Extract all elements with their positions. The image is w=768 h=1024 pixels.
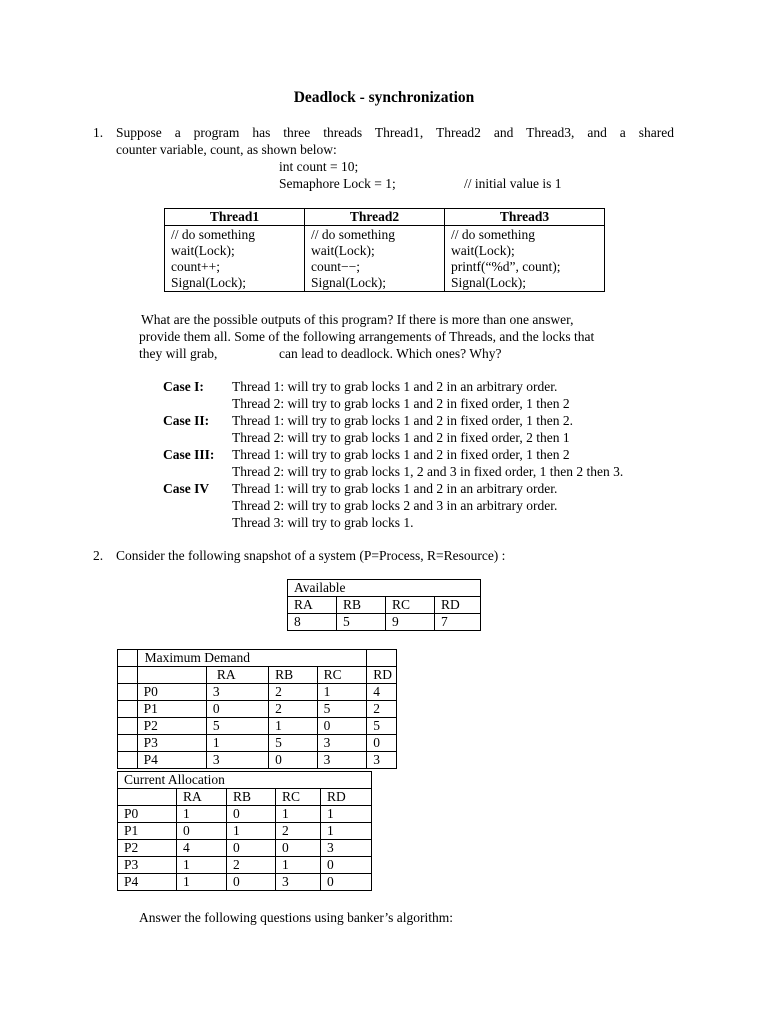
- column-header: RA: [288, 597, 337, 614]
- thread-table-header-row: [165, 209, 605, 226]
- table-row: [118, 789, 372, 806]
- code-line: // do something: [451, 227, 535, 242]
- column-header: RD: [435, 597, 481, 614]
- cell-value: 0: [269, 752, 317, 769]
- column-header: RB: [337, 597, 386, 614]
- spacer-cell: [118, 701, 138, 718]
- cell-value: 1: [321, 806, 372, 823]
- process-label: P0: [137, 684, 206, 701]
- code-line: Signal(Lock);: [451, 275, 526, 290]
- column-header: RB: [269, 667, 317, 684]
- column-header: RC: [276, 789, 321, 806]
- cell-value: 3: [206, 752, 268, 769]
- cell-value: 3: [206, 684, 268, 701]
- spacer-cell: [118, 718, 138, 735]
- column-header: RD: [367, 667, 397, 684]
- cell-value: 0: [227, 874, 276, 891]
- available-value: 9: [386, 614, 435, 631]
- case-line: Thread 2: will try to grab locks 2 and 3 in an arbitrary order.: [232, 498, 558, 513]
- table-row: [118, 752, 397, 769]
- table-row: [118, 701, 397, 718]
- case-line: Thread 1: will try to grab locks 1 and 2 in fixed order, 1 then 2: [232, 447, 570, 462]
- cell-value: 2: [367, 701, 397, 718]
- thread3-code: [445, 226, 605, 292]
- process-label: P2: [118, 840, 177, 857]
- process-label: P3: [137, 735, 206, 752]
- cell-value: 1: [317, 684, 367, 701]
- cell-value: 0: [367, 735, 397, 752]
- thread-header: Thread3: [445, 209, 605, 226]
- q2-footer: Answer the following questions using banker’s algorithm:: [139, 910, 453, 925]
- cell-value: 0: [317, 718, 367, 735]
- table-row: [118, 806, 372, 823]
- cell-value: 2: [269, 701, 317, 718]
- current-allocation-title: Current Allocation: [118, 772, 372, 789]
- q2-intro: Consider the following snapshot of a system (P=Process, R=Resource) :: [116, 548, 506, 563]
- code-line: count−−;: [311, 259, 360, 274]
- process-label: P1: [137, 701, 206, 718]
- code-line: Signal(Lock);: [171, 275, 246, 290]
- spacer-cell: [367, 650, 397, 667]
- cell-value: 4: [177, 840, 227, 857]
- cell-value: 3: [367, 752, 397, 769]
- cell-value: 0: [227, 806, 276, 823]
- code-line: // do something: [171, 227, 255, 242]
- case-line: Thread 3: will try to grab locks 1.: [232, 515, 414, 530]
- table-row: [118, 718, 397, 735]
- cell-value: 1: [227, 823, 276, 840]
- current-allocation-table: [117, 771, 372, 891]
- table-row: [118, 823, 372, 840]
- code-line: wait(Lock);: [451, 243, 515, 258]
- column-header: RD: [321, 789, 372, 806]
- cell-value: 1: [276, 857, 321, 874]
- cell-value: 2: [276, 823, 321, 840]
- table-row: [118, 735, 397, 752]
- spacer-cell: [118, 752, 138, 769]
- cell-value: 1: [276, 806, 321, 823]
- cell-value: 2: [269, 684, 317, 701]
- q2-number: 2.: [93, 548, 104, 563]
- code-comment: // initial value is 1: [464, 176, 562, 191]
- cell-value: 1: [321, 823, 372, 840]
- question-line3b: can lead to deadlock. Which ones? Why?: [279, 346, 502, 361]
- spacer-cell: [118, 735, 138, 752]
- process-label: P3: [118, 857, 177, 874]
- question-line3a: they will grab,: [139, 346, 218, 361]
- process-label: P4: [137, 752, 206, 769]
- row-label-cell: [137, 667, 206, 684]
- case-line: Thread 2: will try to grab locks 1, 2 and 3 in fixed order, 1 then 2 then 3.: [232, 464, 624, 479]
- column-header: RA: [177, 789, 227, 806]
- cell-value: 0: [206, 701, 268, 718]
- thread1-code: [165, 226, 305, 292]
- code-line: // do something: [311, 227, 395, 242]
- code-line-semaphore: Semaphore Lock = 1;: [279, 176, 396, 191]
- available-value: 5: [337, 614, 386, 631]
- table-row: [118, 874, 372, 891]
- case-line: Thread 2: will try to grab locks 1 and 2 in fixed order, 1 then 2: [232, 396, 570, 411]
- thread-table-body: [165, 226, 605, 292]
- available-title: Available: [288, 580, 481, 597]
- cell-value: 5: [269, 735, 317, 752]
- cell-value: 0: [177, 823, 227, 840]
- case-label: Case II:: [163, 413, 210, 428]
- thread-header: Thread2: [305, 209, 445, 226]
- q1-number: 1.: [93, 125, 104, 140]
- case-line: Thread 1: will try to grab locks 1 and 2 in an arbitrary order.: [232, 379, 558, 394]
- case-line: Thread 1: will try to grab locks 1 and 2 in fixed order, 1 then 2.: [232, 413, 574, 428]
- process-label: P2: [137, 718, 206, 735]
- column-header: RC: [317, 667, 367, 684]
- q1-intro-line2: counter variable, count, as shown below:: [116, 142, 337, 157]
- table-row: [288, 597, 481, 614]
- row-label-cell: [118, 789, 177, 806]
- case-label: Case IV: [163, 481, 210, 496]
- spacer-cell: [118, 650, 138, 667]
- case-label: Case III:: [163, 447, 215, 462]
- table-row: [118, 667, 397, 684]
- table-row: [118, 650, 397, 667]
- cell-value: 0: [321, 857, 372, 874]
- cell-value: 1: [206, 735, 268, 752]
- process-label: P0: [118, 806, 177, 823]
- cell-value: 3: [317, 752, 367, 769]
- table-row: [288, 614, 481, 631]
- cell-value: 0: [321, 874, 372, 891]
- q1-intro-line1: Suppose a program has three threads Thread1, Thread2 and Thread3, and a shared: [116, 125, 674, 140]
- table-row: [118, 857, 372, 874]
- question-line2: provide them all. Some of the following arrangements of Threads, and the locks that: [139, 329, 595, 344]
- table-row: [118, 840, 372, 857]
- table-row: [118, 684, 397, 701]
- code-line: count++;: [171, 259, 220, 274]
- page-title: Deadlock - synchronization: [293, 89, 475, 106]
- column-header: RC: [386, 597, 435, 614]
- max-demand-title: Maximum Demand: [137, 650, 367, 667]
- thread-table: [164, 208, 605, 292]
- table-row: [118, 772, 372, 789]
- table-row: [288, 580, 481, 597]
- cell-value: 1: [269, 718, 317, 735]
- cell-value: 0: [227, 840, 276, 857]
- code-line: wait(Lock);: [311, 243, 375, 258]
- cell-value: 3: [321, 840, 372, 857]
- thread-header: Thread1: [165, 209, 305, 226]
- available-value: 8: [288, 614, 337, 631]
- code-line: Signal(Lock);: [311, 275, 386, 290]
- question-line1: What are the possible outputs of this program? If there is more than one answer,: [141, 312, 574, 327]
- case-line: Thread 1: will try to grab locks 1 and 2 in an arbitrary order.: [232, 481, 558, 496]
- cell-value: 4: [367, 684, 397, 701]
- available-value: 7: [435, 614, 481, 631]
- cell-value: 1: [177, 806, 227, 823]
- cell-value: 5: [206, 718, 268, 735]
- column-header: RA: [206, 667, 268, 684]
- code-line-count: int count = 10;: [279, 159, 359, 174]
- column-header: RB: [227, 789, 276, 806]
- cell-value: 5: [317, 701, 367, 718]
- cell-value: 5: [367, 718, 397, 735]
- thread2-code: [305, 226, 445, 292]
- available-table: [287, 579, 481, 631]
- cell-value: 3: [317, 735, 367, 752]
- code-line: printf(“%d”, count);: [451, 259, 561, 274]
- cell-value: 1: [177, 857, 227, 874]
- process-label: P1: [118, 823, 177, 840]
- case-line: Thread 2: will try to grab locks 1 and 2 in fixed order, 2 then 1: [232, 430, 570, 445]
- code-line: wait(Lock);: [171, 243, 235, 258]
- case-label: Case I:: [163, 379, 204, 394]
- cell-value: 0: [276, 840, 321, 857]
- cell-value: 3: [276, 874, 321, 891]
- spacer-cell: [118, 667, 138, 684]
- spacer-cell: [118, 684, 138, 701]
- cell-value: 1: [177, 874, 227, 891]
- cell-value: 2: [227, 857, 276, 874]
- max-demand-table: [117, 649, 397, 769]
- process-label: P4: [118, 874, 177, 891]
